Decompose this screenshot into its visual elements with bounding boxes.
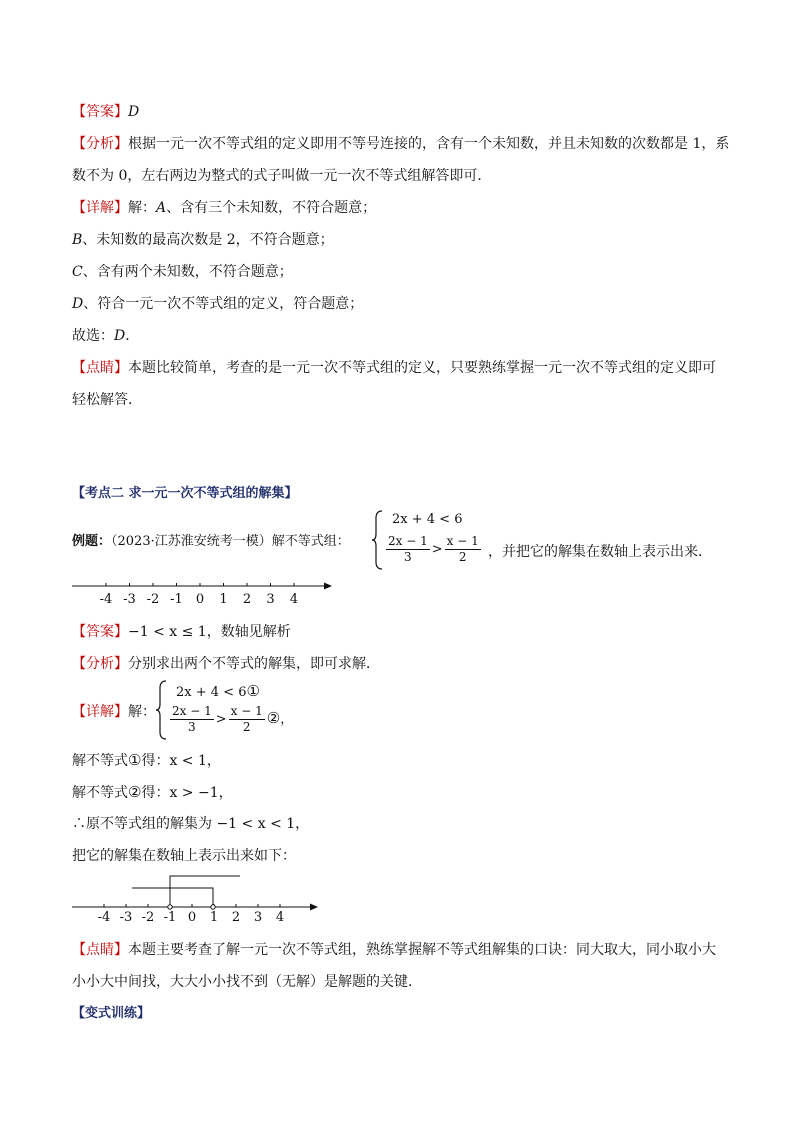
tick-label: -4	[99, 592, 113, 607]
tick-label: 0	[195, 592, 205, 607]
brace-icon	[372, 510, 384, 570]
frac-denominator: 3	[404, 550, 412, 564]
tick-label: -1	[170, 592, 183, 607]
frac-denominator: 2	[242, 720, 251, 734]
detail2-ineq-1	[176, 682, 260, 700]
step1-a: 解不等式	[72, 753, 128, 769]
step2-c: x > −1，	[169, 785, 233, 801]
tick-label: -3	[123, 592, 136, 607]
tick-label: 2	[231, 910, 241, 925]
comment1-line-2: 轻松解答．	[72, 392, 142, 408]
detail-tag: 【详解】	[72, 200, 128, 216]
option-d-letter: D	[72, 296, 84, 312]
tick-label: 4	[275, 910, 285, 925]
option-a-letter: A	[156, 200, 167, 216]
arrow-icon	[310, 904, 318, 911]
solution-ray-right	[170, 876, 240, 907]
detail2-comma: ，	[280, 712, 294, 727]
arrow-icon	[324, 583, 332, 590]
analysis2-text: 分别求出两个不等式的解集，即可求解．	[128, 656, 380, 672]
option-d-text: 、符合一元一次不等式组的定义，符合题意；	[83, 296, 364, 312]
answer2-tag: 【答案】	[72, 624, 128, 640]
example-system	[372, 510, 712, 572]
comment2-line-2: 小小大中间找，大大小小找不到（无解）是解题的关键．	[72, 974, 422, 990]
frac-denominator: 2	[458, 550, 467, 564]
detail2-frac-1	[170, 704, 214, 735]
open-circle-1	[211, 905, 215, 909]
step1-mark: ①	[128, 751, 142, 769]
answer2-line	[72, 622, 291, 642]
tick-label: 0	[187, 910, 197, 925]
option-b-text: 、未知数的最高次数是 2，不符合题意；	[82, 232, 334, 248]
tick-label: 1	[209, 910, 219, 925]
detail-line-c	[72, 262, 293, 282]
tick-label: -3	[119, 910, 133, 925]
step2-line	[72, 782, 233, 803]
step3-line: ∴原不等式组的解集为 −1 < x < 1，	[72, 816, 310, 832]
detail2-tag: 【详解】	[72, 704, 128, 720]
tick-label: -4	[97, 910, 111, 925]
comment2-line-1	[72, 940, 716, 960]
analysis-tag: 【分析】	[72, 136, 128, 152]
detail2-frac-2	[229, 704, 265, 735]
section2-title: 【考点二 求一元一次不等式组的解集】	[72, 486, 298, 501]
tick-group	[100, 583, 298, 607]
choose-prefix: 故选：	[72, 328, 114, 344]
detail-line-d	[72, 294, 363, 314]
example-source: （2023·江苏淮安统考一模）解不等式组：	[111, 534, 350, 549]
example-label: 例题：	[72, 534, 112, 549]
frac-numerator: x − 1	[446, 534, 479, 548]
choose-line	[72, 326, 139, 346]
open-circle-neg1	[168, 905, 172, 909]
frac-numerator: 2x − 1	[388, 534, 428, 548]
detail2-system	[156, 680, 316, 742]
comment1-line-1	[72, 358, 716, 378]
analysis-line-2: 数不为 0，左右两边为整式的式子叫做一元一次不等式组解答即可．	[72, 168, 492, 184]
example-frac-1	[386, 534, 430, 565]
tick-label: 1	[219, 592, 228, 607]
comment2-tag: 【点睛】	[72, 942, 128, 958]
number-line-solution	[70, 872, 330, 928]
option-b-letter: B	[72, 232, 83, 248]
step1-line	[72, 750, 221, 771]
mark-1: ①	[246, 682, 260, 700]
variant-title: 【变式训练】	[72, 1006, 151, 1021]
answer2-value: −1 < x ≤ 1，数轴见解析	[128, 624, 291, 640]
detail2-ineq-2	[168, 704, 293, 735]
detail-line-a	[72, 198, 376, 218]
step2-a: 解不等式	[72, 785, 128, 801]
option-c-letter: C	[72, 264, 83, 280]
tick-label: 3	[266, 592, 275, 607]
tick-label: -1	[163, 910, 177, 925]
choose-letter: D	[114, 328, 126, 344]
step4-line: 把它的解集在数轴上表示出来如下：	[72, 848, 296, 864]
number-line-empty	[70, 575, 340, 611]
tick-label: 4	[289, 592, 299, 607]
brace-icon	[156, 680, 168, 740]
comment2-text-1: 本题主要考查了解一元一次不等式组，熟练掌握解不等式组解集的口诀：同大取大，同小取小大	[128, 942, 716, 958]
example-suffix: ，并把它的解集在数轴上表示出来．	[488, 544, 712, 560]
answer-line	[72, 102, 139, 122]
detail2-prefix: 解：	[128, 704, 156, 720]
detail2-label-line	[72, 702, 156, 722]
tick-label: 3	[253, 910, 263, 925]
analysis2-tag: 【分析】	[72, 656, 128, 672]
option-c-text: 、含有两个未知数，不符合题意；	[82, 264, 293, 280]
frac-denominator: 3	[188, 720, 196, 734]
answer-tag: 【答案】	[72, 104, 128, 120]
gt-sign: >	[215, 712, 227, 727]
solution-ray-left	[132, 888, 213, 907]
option-a-text: 、含有三个未知数，不符合题意；	[166, 200, 377, 216]
step2-mark: ②	[128, 783, 142, 801]
analysis2-line	[72, 654, 380, 674]
detail-prefix: 解：	[128, 200, 156, 216]
example-ineq-2	[384, 534, 483, 565]
tick-label: 2	[242, 592, 252, 607]
analysis-text-1: 根据一元一次不等式组的定义即用不等号连接的，含有一个未知数，并且未知数的次数都是 1，系	[128, 136, 730, 152]
comment1-text-1: 本题比较简单，考查的是一元一次不等式组的定义，只要熟练掌握一元一次不等式组的定义即可	[128, 360, 716, 376]
example-frac-2	[445, 534, 481, 565]
answer-value: D	[128, 104, 140, 120]
step2-b: 得：	[141, 785, 170, 801]
example-ineq-1: 2x + 4 < 6	[392, 512, 463, 527]
detail2-ineq1-text: 2x + 4 < 6	[176, 685, 247, 700]
example-label-line	[72, 532, 350, 552]
tick-label: -2	[141, 910, 155, 925]
step1-b: 得：	[141, 753, 170, 769]
mark-2: ②	[266, 709, 281, 727]
frac-numerator: x − 1	[230, 704, 263, 718]
comment1-tag: 【点睛】	[72, 360, 128, 376]
frac-numerator: 2x − 1	[172, 704, 212, 718]
detail-line-b	[72, 230, 334, 250]
step1-c: x < 1，	[169, 753, 221, 769]
gt-sign: >	[431, 542, 443, 557]
analysis-line-1	[72, 134, 729, 154]
tick-label: -2	[146, 592, 160, 607]
choose-suffix: ．	[125, 328, 140, 344]
